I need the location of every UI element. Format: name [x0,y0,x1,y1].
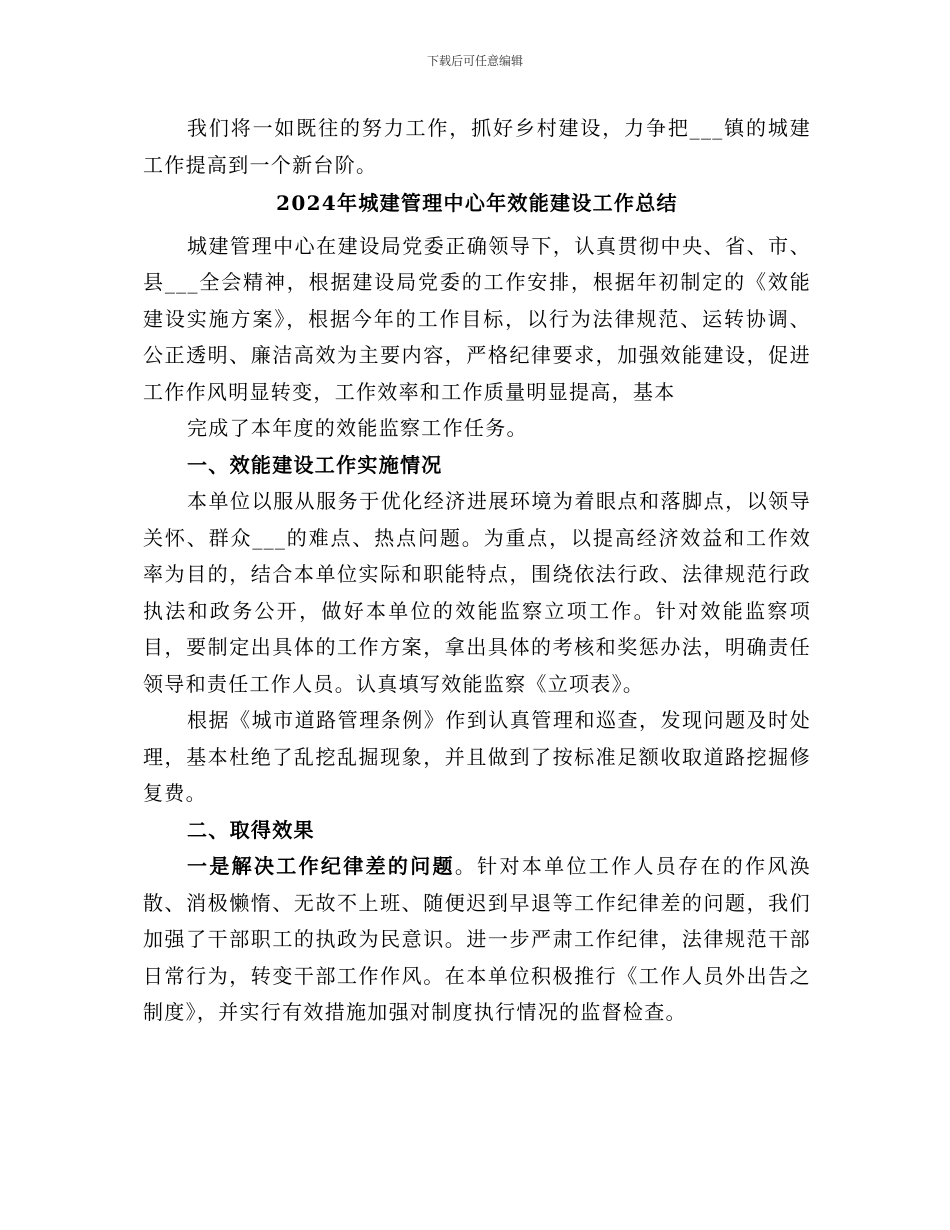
document-title: 2024年城建管理中心年效能建设工作总结 [276,191,678,215]
section-heading-1: 一、效能建设工作实施情况 [187,452,443,477]
paragraph-implementation: 本单位以服从服务于优化经济进展环境为着眼点和落脚点，以领导关怀、群众___的难点、热点问题。为重点，以提高经济效益和工作效率为目的，结合本单位实际和职能特点，围绕依法行政、法律规范行政执法和政务公开，做好本单位的效能监察立项工作。针对效能监察项目，要制定出具体的工作方案，拿出具体的考核和奖惩办法，明确责任领导和责任工作人员。认真填写效能监察《立项表》。 [143,489,811,696]
paragraph-overview: 城建管理中心在建设局党委正确领导下，认真贯彻中央、省、市、县___全会精神，根据建设局党委的工作安排，根据年初制定的《效能建设实施方案》，根据今年的工作目标，以行为法律规范、运转协调、公正透明、廉洁高效为主要内容，严格纪律要求，加强效能建设，促进工作作风明显转变，工作效率和工作质量明显提高，基本 [143,233,811,404]
section-heading-2: 二、取得效果 [187,817,315,842]
discipline-text: 。针对本单位工作人员存在的作风涣散、消极懒惰、无故不上班、随便迟到早退等工作纪律差的问题，我们加强了干部职工的执政为民意识。进一步严肃工作纪律，法律规范干部日常行为，转变干部工作作风。在本单位积极推行《工作人员外出告之制度》，并实行有效措施加强对制度执行情况的监督检查。 [143,854,811,1024]
document-body [143,110,811,1031]
page-header: 下载后可任意编辑 [426,54,523,68]
discipline-lead: 一是解决工作纪律差的问题 [187,854,455,878]
paragraph-completion: 完成了本年度的效能监察工作任务。 [187,416,528,440]
paragraph-intro: 我们将一如既往的努力工作，抓好乡村建设，力争把___镇的城建工作提高到一个新台阶。 [143,116,811,177]
paragraph-road-management: 根据《城市道路管理条例》作到认真管理和巡查，发现问题及时处理，基本杜绝了乱挖乱掘现象，并且做到了按标准足额收取道路挖掘修复费。 [143,708,811,805]
paragraph-discipline [143,848,811,1031]
